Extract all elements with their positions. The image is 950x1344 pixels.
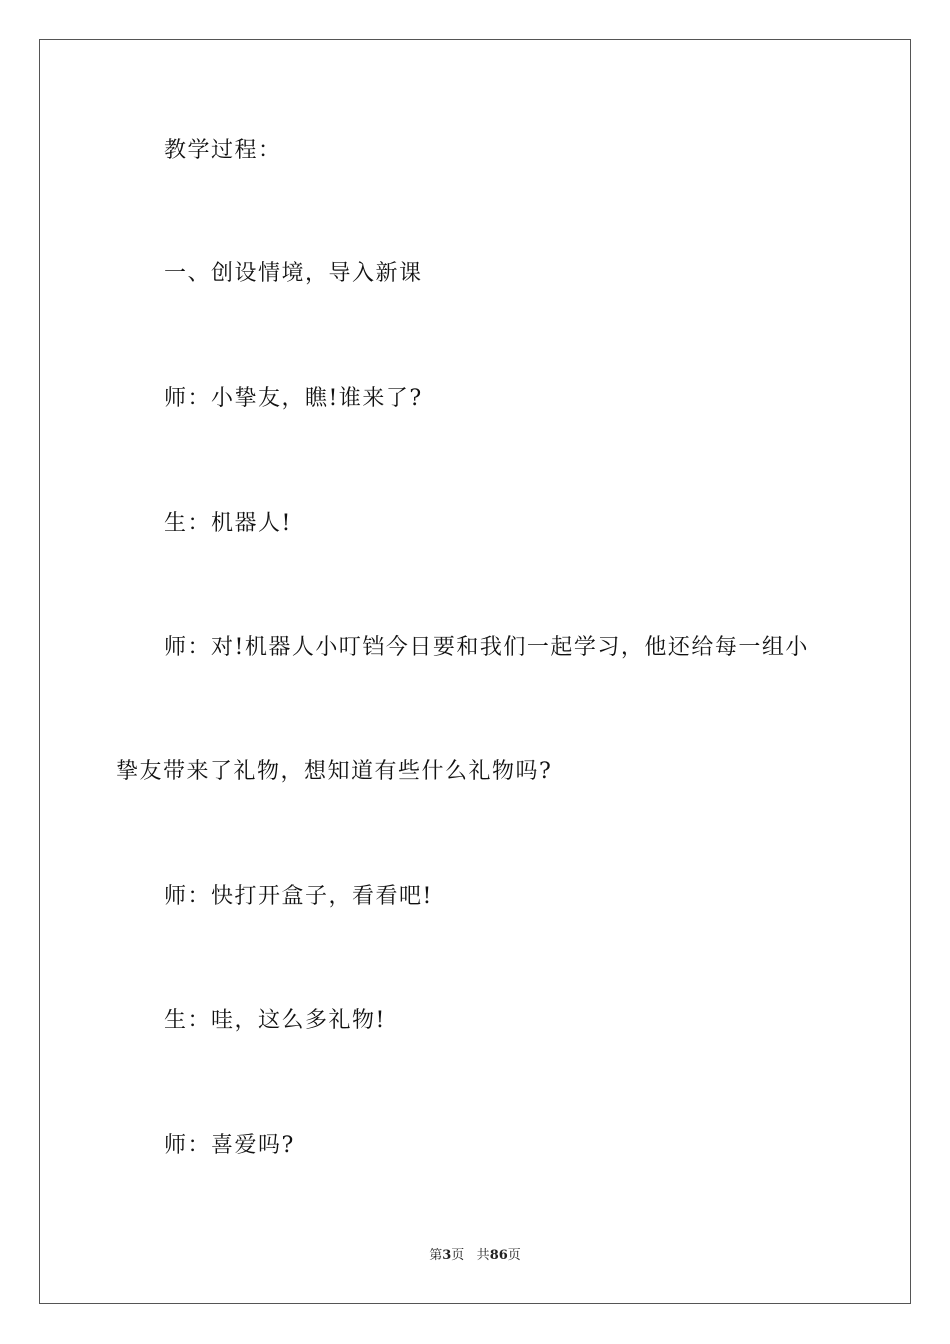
- footer-page-suffix: 页: [451, 1248, 465, 1263]
- paragraph-5: 师：对!机器人小叮铛今日要和我们一起学习，他还给每一组小: [164, 635, 809, 660]
- paragraph-4: 生：机器人!: [164, 511, 292, 536]
- paragraph-8: 师：喜爱吗?: [164, 1133, 295, 1158]
- paragraph-3: 师：小挚友，瞧!谁来了?: [164, 386, 423, 411]
- page-footer: [0, 1247, 950, 1265]
- footer-total-suffix: 页: [507, 1248, 521, 1263]
- page-frame: [39, 39, 911, 1304]
- footer-page-number: 3: [442, 1248, 452, 1263]
- paragraph-2: 一、创设情境，导入新课: [164, 261, 423, 286]
- footer-total-pages: 86: [489, 1248, 508, 1263]
- paragraph-5-continued: 挚友带来了礼物，想知道有些什么礼物吗?: [116, 759, 553, 784]
- footer-total-prefix: 共: [476, 1248, 490, 1263]
- paragraph-6: 师：快打开盒子，看看吧!: [164, 884, 433, 909]
- paragraph-7: 生：哇，这么多礼物!: [164, 1008, 386, 1033]
- paragraph-1: 教学过程：: [164, 138, 282, 163]
- footer-page-prefix: 第: [429, 1248, 443, 1263]
